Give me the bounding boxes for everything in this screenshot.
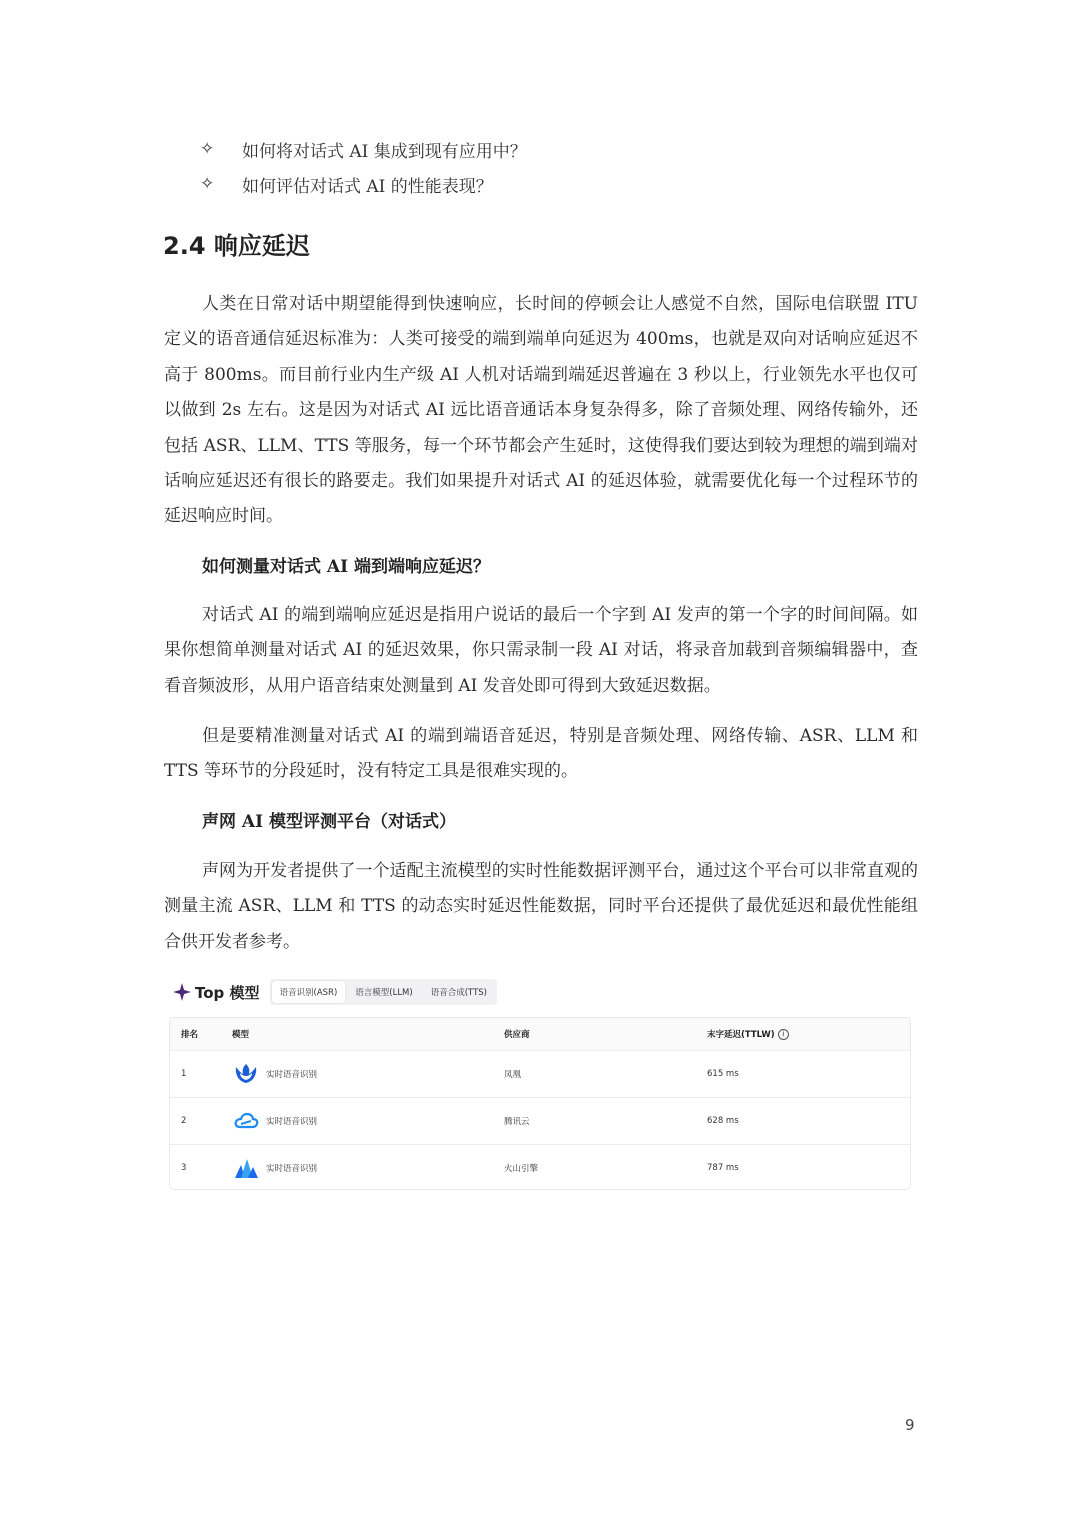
table-row[interactable] <box>170 1051 910 1098</box>
top-models-header <box>172 978 497 1006</box>
top-models-title: Top 模型 <box>195 983 260 1002</box>
model-name: 实时语音识别 <box>266 1070 318 1080</box>
row-vendor: 腾讯云 <box>504 1117 530 1127</box>
row-latency: 615 ms <box>707 1069 739 1079</box>
model-tabs <box>270 979 497 1005</box>
row-rank: 1 <box>181 1069 187 1079</box>
header-vendor: 供应商 <box>504 1030 530 1040</box>
row-model <box>232 1109 317 1133</box>
subheading: 如何测量对话式 AI 端到端响应延迟？ <box>202 557 490 577</box>
bullet-text: 如何评估对话式 AI 的性能表现？ <box>242 176 493 197</box>
model-name: 实时语音识别 <box>266 1117 318 1127</box>
header-rank: 排名 <box>181 1030 199 1040</box>
row-rank: 3 <box>181 1162 187 1173</box>
phoenix-logo-icon <box>232 1062 260 1086</box>
row-vendor: 火山引擎 <box>504 1163 539 1174</box>
tencent-cloud-logo-icon <box>232 1109 260 1133</box>
tab-tts[interactable]: 语音合成(TTS) <box>430 988 487 998</box>
table-row[interactable] <box>170 1098 910 1145</box>
sparkle-star-icon <box>172 982 192 1002</box>
diamond-star-icon: ✧ <box>200 139 215 159</box>
bullet-text: 如何将对话式 AI 集成到现有应用中？ <box>242 141 527 162</box>
header-latency-label: 末字延迟(TTLW) <box>707 1030 775 1040</box>
header-model: 模型 <box>232 1030 250 1040</box>
bullet-item <box>200 169 493 199</box>
table-row[interactable] <box>170 1145 910 1190</box>
row-rank: 2 <box>181 1116 187 1126</box>
models-table <box>169 1017 911 1190</box>
table-header <box>170 1018 910 1051</box>
row-vendor: 凤凰 <box>504 1070 522 1080</box>
paragraph: 对话式 AI 的端到端响应延迟是指用户说话的最后一个字到 AI 发声的第一个字的时间间隔。如果你想简单测量对话式 AI 的延迟效果，你只需录制一段 AI 对话，将录音加载到音频编辑器中，查看音频波形，从用户语音结束处测量到 AI 发音处即可得到大致延迟数据。 <box>164 605 918 696</box>
paragraph: 人类在日常对话中期望能得到快速响应，长时间的停顿会让人感觉不自然，国际电信联盟 ITU 定义的语音通信延迟标准为：人类可接受的端到端单向延迟为 400ms，也就是双向对话响应延迟不高于 800ms。而目前行业内生产级 AI 人机对话端到端延迟普遍在 3 秒以上，行业领先水平也仅可以做到 2s 左右。这是因为对话式 AI 远比语音通话本身复杂得多，除了音频处理、网络传输外，还包括 ASR、LLM、TTS 等服务，每一个环节都会产生延时，这使得我们要达到较为理想的端到端对话响应延迟还有很长的路要走。我们如果提升对话式 AI 的延迟体验，就需要优化每一个过程环节的延迟响应时间。 <box>164 294 918 527</box>
paragraph: 声网为开发者提供了一个适配主流模型的实时性能数据评测平台，通过这个平台可以非常直观的测量主流 ASR、LLM 和 TTS 的动态实时延迟性能数据，同时平台还提供了最优延迟和最优性能组合供开发者参考。 <box>164 861 918 952</box>
tab-asr[interactable]: 语音识别(ASR) <box>272 981 346 1003</box>
bullet-item <box>200 134 527 164</box>
tab-llm[interactable]: 语言模型(LLM) <box>355 988 413 998</box>
diamond-star-icon: ✧ <box>200 174 215 194</box>
volcano-engine-logo-icon <box>232 1156 260 1180</box>
row-model <box>232 1062 317 1086</box>
subheading: 声网 AI 模型评测平台（对话式） <box>202 812 456 832</box>
model-name: 实时语音识别 <box>266 1163 318 1174</box>
page-number: 9 <box>905 1416 915 1434</box>
row-model <box>232 1156 317 1180</box>
info-icon[interactable]: i <box>778 1029 789 1040</box>
section-heading: 2.4 响应延迟 <box>163 232 310 260</box>
paragraph: 但是要精准测量对话式 AI 的端到端语音延迟，特别是音频处理、网络传输、ASR、LLM 和 TTS 等环节的分段延时，没有特定工具是很难实现的。 <box>164 726 918 782</box>
row-latency: 628 ms <box>707 1116 739 1126</box>
header-latency <box>707 1028 789 1040</box>
row-latency: 787 ms <box>707 1162 739 1173</box>
